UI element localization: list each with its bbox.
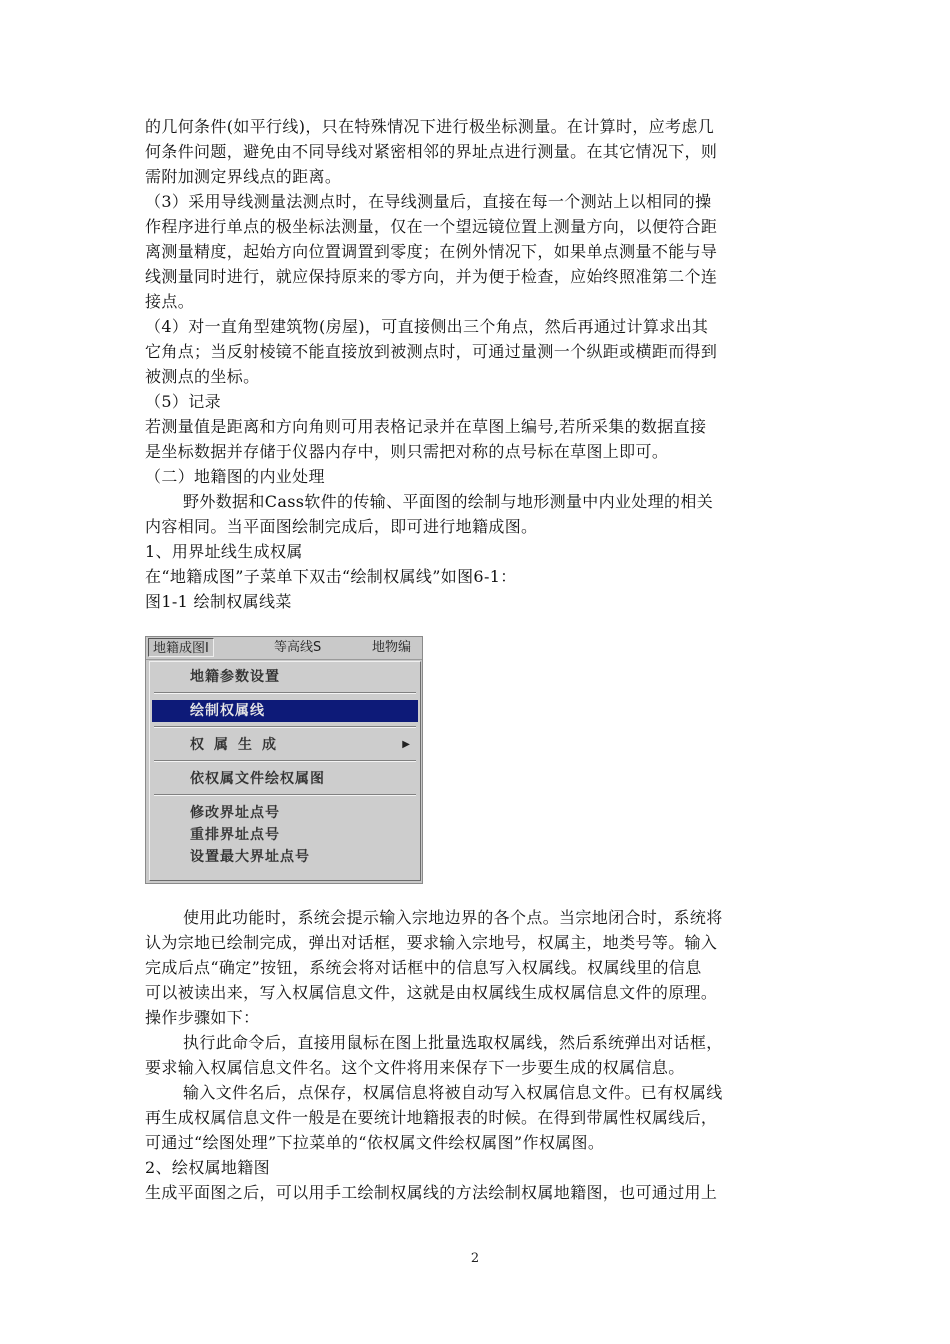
paragraph-line: 作程序进行单点的极坐标法测量，仅在一个望远镜位置上测量方向，以便符合距 — [145, 217, 718, 236]
menu-item-generate-ownership[interactable] — [152, 734, 418, 756]
paragraph-line: 接点。 — [145, 292, 195, 311]
paragraph-line: 输入文件名后，点保存，权属信息将被自动写入权属信息文件。已有权属线 — [183, 1083, 723, 1102]
paragraph-line: 内容相同。当平面图绘制完成后，即可进行地籍成图。 — [145, 517, 538, 536]
menu-item-draw-from-file[interactable]: 依权属文件绘权属图 — [190, 771, 325, 787]
paragraph-line: 生成平面图之后，可以用手工绘制权属线的方法绘制权属地籍图，也可通过用上 — [145, 1183, 718, 1202]
menu-item-set-max-point-number[interactable]: 设置最大界址点号 — [190, 849, 310, 865]
paragraph-line: 离测量精度，起始方向位置调置到零度；在例外情况下，如果单点测量不能与导 — [145, 242, 718, 261]
paragraph-line: 要求输入权属信息文件名。这个文件将用来保存下一步要生成的权属信息。 — [145, 1058, 685, 1077]
menu-separator — [154, 760, 416, 762]
paragraph-line: 的几何条件(如平行线)，只在特殊情况下进行极坐标测量。在计算时，应考虑几 — [145, 117, 715, 136]
menu-bar-item-cadastral[interactable]: 地籍成图I — [148, 638, 214, 657]
paragraph-line: 野外数据和Cass软件的传输、平面图的绘制与地形测量中内业处理的相关 — [183, 492, 714, 511]
paragraph-line: 再生成权属信息文件一般是在要统计地籍报表的时候。在得到带属性权属线后， — [145, 1108, 718, 1127]
section-heading: 1、用界址线生成权属 — [145, 542, 303, 561]
menu-separator — [154, 794, 416, 796]
paragraph-line: （4）对一直角型建筑物(房屋)，可直接侧出三个角点，然后再通过计算求出其 — [145, 317, 709, 336]
menu-screenshot — [145, 636, 423, 884]
paragraph-line: 需附加测定界线点的距离。 — [145, 167, 342, 186]
page-number: 2 — [470, 1251, 480, 1266]
paragraph-line: 认为宗地已绘制完成，弹出对话框，要求输入宗地号，权属主，地类号等。输入 — [145, 933, 718, 952]
menu-item-cadastral-params[interactable]: 地籍参数设置 — [190, 669, 280, 685]
paragraph-line: 被测点的坐标。 — [145, 367, 260, 386]
menu-item-draw-boundary[interactable]: 绘制权属线 — [152, 700, 418, 722]
menu-separator — [154, 692, 416, 694]
paragraph-line: 在“地籍成图”子菜单下双击“绘制权属线”如图6-1： — [145, 567, 517, 586]
submenu-arrow-icon: ▶ — [402, 739, 410, 750]
paragraph-line: 它角点；当反射棱镜不能直接放到被测点时，可通过量测一个纵距或横距而得到 — [145, 342, 718, 361]
figure-caption: 图1-1 绘制权属线菜 — [145, 592, 292, 611]
paragraph-line: 可通过“绘图处理”下拉菜单的“依权属文件绘权属图”作权属图。 — [145, 1133, 605, 1152]
menu-separator — [154, 726, 416, 728]
menu-bar-item-features[interactable]: 地物编 — [372, 640, 412, 655]
menu-item-renumber-points[interactable]: 重排界址点号 — [190, 827, 280, 843]
section-heading: 2、绘权属地籍图 — [145, 1158, 270, 1177]
menu-item-label: 权属生成 — [190, 737, 286, 753]
paragraph-line: 执行此命令后，直接用鼠标在图上批量选取权属线，然后系统弹出对话框， — [183, 1033, 723, 1052]
paragraph-line: （3）采用导线测量法测点时，在导线测量后，直接在每一个测站上以相同的操 — [145, 192, 712, 211]
menu-item-edit-point-numbers[interactable]: 修改界址点号 — [190, 805, 280, 821]
menu-bar — [146, 637, 422, 660]
paragraph-line: 使用此功能时，系统会提示输入宗地边界的各个点。当宗地闭合时，系统将 — [183, 908, 723, 927]
dropdown-menu — [149, 661, 421, 881]
section-heading: （二）地籍图的内业处理 — [145, 467, 325, 486]
paragraph-line: 可以被读出来，写入权属信息文件，这就是由权属线生成权属信息文件的原理。 — [145, 983, 718, 1002]
paragraph-line: 是坐标数据并存储于仪器内存中，则只需把对称的点号标在草图上即可。 — [145, 442, 669, 461]
paragraph-line: 完成后点“确定”按钮，系统会将对话框中的信息写入权属线。权属线里的信息 — [145, 958, 702, 977]
paragraph-line: 若测量值是距离和方向角则可用表格记录并在草图上编号,若所采集的数据直接 — [145, 417, 707, 436]
paragraph-line: 何条件问题，避免由不同导线对紧密相邻的界址点进行测量。在其它情况下，则 — [145, 142, 718, 161]
paragraph-line: 操作步骤如下： — [145, 1008, 260, 1027]
section-heading: （5）记录 — [145, 392, 221, 411]
menu-bar-item-contour[interactable]: 等高线S — [274, 640, 322, 655]
paragraph-line: 线测量同时进行，就应保持原来的零方向，并为便于检查，应始终照准第二个连 — [145, 267, 718, 286]
